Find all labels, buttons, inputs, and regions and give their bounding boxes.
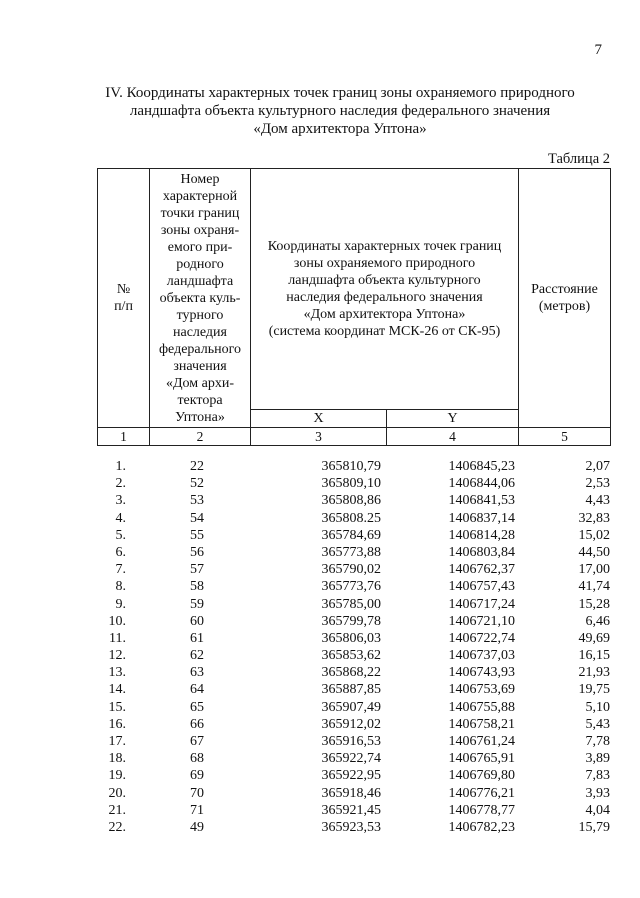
row-number: 22. bbox=[108, 819, 126, 835]
table-row bbox=[97, 458, 610, 475]
distance: 41,74 bbox=[578, 579, 610, 595]
header-line: значения bbox=[173, 358, 227, 374]
point-number: 49 bbox=[190, 819, 204, 835]
coord-y: 1406743,93 bbox=[448, 665, 515, 681]
table-row bbox=[97, 596, 610, 613]
coord-x: 365916,53 bbox=[321, 734, 381, 749]
coord-y: 1406737,03 bbox=[448, 648, 515, 664]
coord-x: 365922,95 bbox=[321, 768, 381, 784]
distance: 32,83 bbox=[578, 510, 610, 526]
table-row bbox=[97, 475, 610, 492]
distance: 5,10 bbox=[585, 699, 610, 715]
table-row bbox=[97, 750, 610, 767]
row-number: 12. bbox=[108, 648, 126, 664]
distance: 7,83 bbox=[585, 768, 610, 784]
distance: 3,89 bbox=[585, 751, 610, 767]
header-line: Координаты характерных точек границ bbox=[267, 239, 502, 254]
header-num-5: 5 bbox=[519, 428, 611, 446]
header-line: Номер bbox=[180, 171, 220, 187]
header-line: «Дом архитектора Уптона» bbox=[303, 307, 466, 322]
row-number: 21. bbox=[108, 802, 126, 818]
distance: 7,78 bbox=[585, 734, 610, 749]
point-number: 56 bbox=[190, 544, 204, 560]
point-number: 54 bbox=[190, 510, 204, 526]
header-line: № bbox=[116, 282, 131, 297]
coord-x: 365808.25 bbox=[321, 510, 381, 526]
distance: 5,43 bbox=[585, 716, 610, 732]
coord-x: 365810,79 bbox=[321, 459, 381, 474]
header-line: наследия федерального значения bbox=[286, 290, 483, 305]
coord-y: 1406837,14 bbox=[448, 510, 515, 526]
header-num-3: 3 bbox=[251, 428, 387, 446]
table-row bbox=[97, 613, 610, 630]
header-line: ландшафта bbox=[166, 273, 234, 289]
point-number: 53 bbox=[190, 493, 204, 509]
distance: 2,53 bbox=[585, 476, 610, 492]
point-number: 65 bbox=[190, 699, 204, 715]
header-line: федерального bbox=[158, 341, 242, 357]
point-number: 68 bbox=[190, 751, 204, 767]
header-coordinates bbox=[251, 169, 519, 410]
row-number: 6. bbox=[115, 544, 126, 560]
row-number: 11. bbox=[109, 630, 126, 646]
coord-y: 1406758,21 bbox=[448, 716, 515, 732]
header-line: «Дом архи- bbox=[165, 375, 234, 391]
header-line: родного bbox=[176, 256, 224, 272]
page-number: 7 bbox=[594, 42, 602, 58]
row-number: 2. bbox=[115, 476, 126, 492]
title-line: «Дом архитектора Уптона» bbox=[253, 121, 427, 137]
distance: 16,15 bbox=[578, 648, 610, 664]
point-number: 67 bbox=[190, 734, 204, 749]
section-title bbox=[90, 84, 590, 138]
table-row bbox=[97, 716, 610, 733]
distance: 49,69 bbox=[578, 630, 610, 646]
point-number: 55 bbox=[190, 527, 204, 543]
coord-y: 1406762,37 bbox=[448, 562, 515, 578]
distance: 3,93 bbox=[585, 785, 610, 801]
coord-x: 365809,10 bbox=[321, 476, 381, 492]
coord-x: 365808,86 bbox=[321, 493, 381, 509]
header-line: объекта куль- bbox=[159, 290, 241, 306]
row-number: 1. bbox=[115, 459, 126, 474]
title-line: ландшафта объекта культурного наследия федерального значения bbox=[129, 103, 551, 119]
header-num-1: 1 bbox=[98, 428, 150, 446]
table-row bbox=[97, 578, 610, 595]
row-number: 14. bbox=[108, 682, 126, 698]
header-line: тектора bbox=[177, 392, 223, 408]
coord-y: 1406841,53 bbox=[448, 493, 515, 509]
table-row bbox=[97, 510, 610, 527]
table-body bbox=[97, 458, 610, 836]
header-y: Y bbox=[387, 410, 519, 428]
distance: 44,50 bbox=[578, 544, 610, 560]
header-point-number bbox=[150, 169, 251, 428]
coord-y: 1406782,23 bbox=[448, 819, 515, 835]
coord-x: 365790,02 bbox=[321, 562, 381, 578]
point-number: 63 bbox=[190, 665, 204, 681]
table-row bbox=[97, 699, 610, 716]
point-number: 70 bbox=[190, 785, 204, 801]
table-row bbox=[97, 733, 610, 750]
coord-y: 1406757,43 bbox=[448, 579, 515, 595]
table-row bbox=[97, 819, 610, 836]
header-line: характерной bbox=[162, 188, 238, 204]
table-row bbox=[97, 527, 610, 544]
table-header bbox=[97, 168, 611, 446]
point-number: 69 bbox=[190, 768, 204, 784]
row-number: 5. bbox=[115, 527, 126, 543]
point-number: 61 bbox=[190, 630, 204, 646]
distance: 6,46 bbox=[585, 613, 610, 629]
coord-y: 1406755,88 bbox=[448, 699, 515, 715]
row-number: 3. bbox=[115, 493, 126, 509]
header-line: турного bbox=[176, 307, 224, 323]
coord-x: 365785,00 bbox=[321, 596, 381, 612]
header-num-4: 4 bbox=[387, 428, 519, 446]
table-row bbox=[97, 802, 610, 819]
point-number: 62 bbox=[190, 648, 204, 664]
point-number: 64 bbox=[190, 682, 204, 698]
coord-x: 365918,46 bbox=[321, 785, 381, 801]
coord-x: 365923,53 bbox=[321, 819, 381, 835]
coord-y: 1406717,24 bbox=[448, 596, 515, 612]
header-line: Уптона» bbox=[175, 409, 225, 425]
header-line: ландшафта объекта культурного bbox=[288, 273, 481, 288]
coord-y: 1406761,24 bbox=[448, 734, 515, 749]
table-row bbox=[97, 681, 610, 698]
table-row bbox=[97, 647, 610, 664]
coord-y: 1406722,74 bbox=[448, 630, 515, 646]
header-line: емого при- bbox=[167, 239, 233, 255]
table-row bbox=[97, 630, 610, 647]
coord-y: 1406721,10 bbox=[448, 613, 515, 629]
coord-x: 365799,78 bbox=[321, 613, 381, 629]
coord-x: 365806,03 bbox=[321, 630, 381, 646]
table-caption: Таблица 2 bbox=[547, 151, 610, 167]
coord-x: 365922,74 bbox=[321, 751, 381, 767]
row-number: 20. bbox=[108, 785, 126, 801]
coord-x: 365921,45 bbox=[321, 802, 381, 818]
header-x: X bbox=[251, 410, 387, 428]
row-number: 15. bbox=[108, 699, 126, 715]
coord-y: 1406753,69 bbox=[448, 682, 515, 698]
distance: 15,79 bbox=[578, 819, 610, 835]
coord-x: 365912,02 bbox=[321, 716, 381, 732]
coord-x: 365773,88 bbox=[321, 544, 381, 560]
distance: 4,04 bbox=[585, 802, 610, 818]
header-line: п/п bbox=[114, 299, 133, 314]
distance: 15,02 bbox=[578, 527, 610, 543]
point-number: 57 bbox=[190, 562, 204, 578]
coord-x: 365773,76 bbox=[321, 579, 381, 595]
point-number: 60 bbox=[190, 613, 204, 629]
point-number: 66 bbox=[190, 716, 204, 732]
table-row bbox=[97, 561, 610, 578]
table-row bbox=[97, 492, 610, 509]
row-number: 17. bbox=[108, 734, 126, 749]
distance: 17,00 bbox=[578, 562, 610, 578]
row-number: 8. bbox=[115, 579, 126, 595]
coord-y: 1406845,23 bbox=[448, 459, 515, 474]
row-number: 10. bbox=[108, 613, 126, 629]
table-row bbox=[97, 664, 610, 681]
coord-x: 365907,49 bbox=[321, 699, 381, 715]
row-number: 16. bbox=[108, 716, 126, 732]
row-number: 13. bbox=[108, 665, 126, 681]
point-number: 52 bbox=[190, 476, 204, 492]
distance: 2,07 bbox=[585, 459, 610, 474]
row-number: 19. bbox=[108, 768, 126, 784]
distance: 21,93 bbox=[578, 665, 610, 681]
coord-y: 1406769,80 bbox=[448, 768, 515, 784]
coord-x: 365784,69 bbox=[321, 527, 381, 543]
row-number: 18. bbox=[108, 751, 126, 767]
point-number: 58 bbox=[190, 579, 204, 595]
distance: 15,28 bbox=[578, 596, 610, 612]
header-no bbox=[98, 169, 150, 428]
coord-y: 1406803,84 bbox=[448, 544, 515, 560]
coord-y: 1406814,28 bbox=[448, 527, 515, 543]
row-number: 4. bbox=[115, 510, 126, 526]
coord-x: 365853,62 bbox=[321, 648, 381, 664]
header-line: зоны охраня- bbox=[160, 222, 240, 238]
table-row bbox=[97, 767, 610, 784]
coord-y: 1406776,21 bbox=[448, 785, 515, 801]
row-number: 9. bbox=[115, 596, 126, 612]
coord-y: 1406765,91 bbox=[448, 751, 515, 767]
header-num-2: 2 bbox=[150, 428, 251, 446]
coord-y: 1406778,77 bbox=[448, 802, 515, 818]
header-line: точки границ bbox=[160, 205, 240, 221]
header-line: зоны охраняемого природного bbox=[293, 256, 476, 271]
header-distance bbox=[519, 169, 611, 428]
coord-y: 1406844,06 bbox=[448, 476, 515, 492]
table-row bbox=[97, 544, 610, 561]
header-line: наследия bbox=[173, 324, 227, 340]
header-line: Расстояние bbox=[531, 282, 598, 297]
table-row bbox=[97, 785, 610, 802]
point-number: 59 bbox=[190, 596, 204, 612]
title-line: IV. Координаты характерных точек границ зоны охраняемого природного bbox=[105, 85, 575, 101]
row-number: 7. bbox=[115, 562, 126, 578]
point-number: 22 bbox=[190, 459, 204, 474]
coord-x: 365868,22 bbox=[321, 665, 381, 681]
header-line: (метров) bbox=[538, 299, 591, 314]
coord-x: 365887,85 bbox=[321, 682, 381, 698]
distance: 4,43 bbox=[585, 493, 610, 509]
header-line: (система координат МСК-26 от СК-95) bbox=[268, 324, 501, 339]
point-number: 71 bbox=[190, 802, 204, 818]
distance: 19,75 bbox=[578, 682, 610, 698]
